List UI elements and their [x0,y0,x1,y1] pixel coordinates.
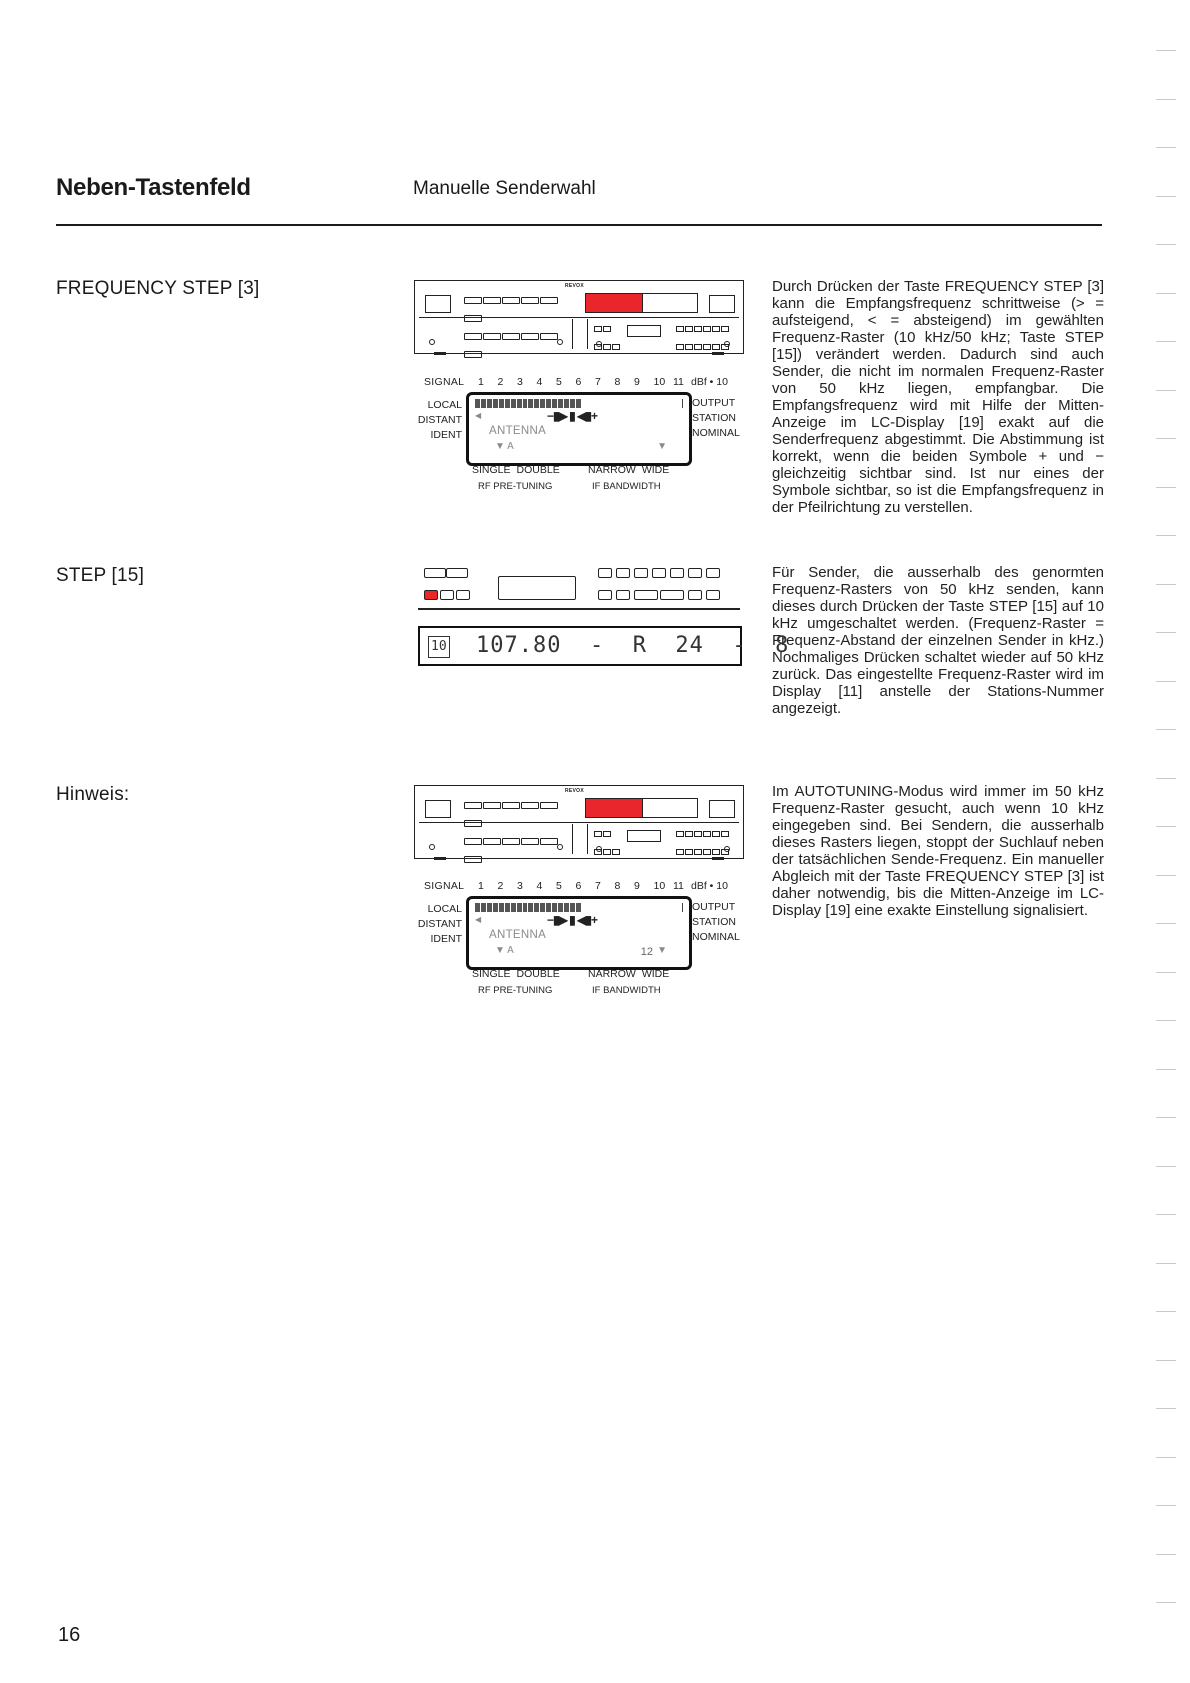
power-button-shape [425,800,451,818]
signal-scale: 1 2 3 4 5 6 7 8 9 10 11 [478,376,684,388]
right-button-shape [709,295,735,313]
frequency-readout-display [418,626,790,666]
signal-label: SIGNAL [424,376,465,388]
signal-label: SIGNAL [424,880,465,892]
lcd-left-labels: LOCAL DISTANT IDENT [417,399,462,441]
left-arrow-icon: ◀ [475,411,482,420]
lcd-display-figure: SIGNAL 1 2 3 4 5 6 7 8 9 10 11 dBf • 10 LOCAL DISTANT IDENT ◀ −▮▶ ▮ ◀▮+ ANTENNA ▼ A ▼ OUTPUT STATION NOMINAL SINGLE DOUBLE NARROW WIDE RF PRE-TUNING IF BANDWIDTH [414,376,734,496]
right-button-shape [709,800,735,818]
lower-right-panel [587,319,738,349]
signal-bars [475,903,581,912]
lower-right-panel [587,824,738,854]
device-body [414,280,744,354]
step-key-red [424,590,438,600]
lcd-right-labels: OUTPUT STATION NOMINAL [692,901,740,943]
channel-number: 12 [640,946,653,958]
step-badge: 10 [428,636,450,658]
rf-pretuning-label: RF PRE-TUNING [478,481,553,492]
tuner-front-panel-figure-2 [414,785,744,869]
lcd-screen [466,896,692,970]
paragraph-frequency-step [772,278,1104,516]
brand-logo: REVOX [565,788,585,794]
header-rule [56,224,1102,226]
brand-logo: REVOX [565,283,585,289]
left-arrow-icon: ◀ [475,915,482,924]
paragraph-text: Im AUTOTUNING-Modus wird immer im 50 kHz Frequenz-Raster gesucht, auch wenn 10 kHz eingegeben sind. Bei Sendern, die ausserhalb dieses Rasters liegen, stoppt der Suchlauf neben der tatsächlichen Sende-Frequenz. Ein manueller Abgleich mit der Taste FREQUENCY STEP [3] ist daher notwendig, bis die Mitten-Anzeige im LC-Display [19] eine exakte Einstellung signalisiert. [772,783,1104,919]
antenna-label: ANTENNA [489,929,547,941]
red-display-window [585,293,643,313]
paragraph-step [772,564,1104,717]
dbf-unit: dBf • 10 [691,880,728,892]
center-tuning-indicator: −▮▶ ▮ ◀▮+ [547,409,597,423]
center-tuning-indicator: −▮▶ ▮ ◀▮+ [547,913,597,927]
signal-scale: 1 2 3 4 5 6 7 8 9 10 11 [478,880,684,892]
paragraph-text: Durch Drücken der Taste FREQUENCY STEP [3] kann die Empfangsfrequenz schrittweise (> = aufsteigend, < = absteigend) im gewählten Frequenz-Raster (10 kHz/50 kHz; Taste STEP [15]) verändert werden. Dadurch sind auch Sender, die nicht im normalen Frequenz-Raster von 50 kHz liegen, empfangbar. Die Empfangsfrequenz wird mit Hilfe der Mitten-Anzeige im LC-Display [19] exakt auf die Senderfrequenz abgestimmt. Die Abstimmung ist korrekt, wenn die beiden Symbole + und − gleichzeitig sichtbar sind. Ist nur eines der Symbole sichtbar, so ist die Empfangsfrequenz in der Pfeilrichtung zu verstellen. [772,278,1104,516]
lcd-screen [466,392,692,466]
device-body [414,785,744,859]
antenna-label: ANTENNA [489,425,547,437]
dbf-unit: dBf • 10 [691,376,728,388]
red-display-window [585,798,643,818]
lower-left-panel [427,824,573,854]
margin-marks [1156,50,1178,1650]
step-keypad-figure [418,566,790,676]
section-label-hinweis: Hinweis: [56,784,130,805]
section-label-step: STEP [15] [56,565,145,586]
if-bandwidth-label: IF BANDWIDTH [592,481,661,492]
frequency-readout: 107.80 - R 24 - 8 [476,633,790,658]
power-button-shape [425,295,451,313]
tuner-front-panel-figure [414,280,744,364]
display-window [498,576,576,600]
section-label-frequency-step: FREQUENCY STEP [3] [56,278,260,299]
display-window [641,798,698,818]
paragraph-text: Für Sender, die ausserhalb des genormten Frequenz-Rasters von 50 kHz senden, kann dieses durch Drücken der Taste STEP [15] auf 10 kHz umgeschaltet werden. (Frequenz-Raster = Frequenz-Abstand der einzelnen Sender in kHz.) Nochmaliges Drücken schaltet wieder auf 50 kHz zurück. Das eingestellte Frequenz-Raster wird im Display [11] anstelle der Stations-Nummer angezeigt. [772,564,1104,717]
paragraph-hinweis [772,783,1104,919]
page-title: Neben-Tastenfeld [56,174,251,201]
lcd-left-labels: LOCAL DISTANT IDENT [417,903,462,945]
page-subtitle: Manuelle Senderwahl [413,178,596,199]
antenna-mode: ▼ A [495,441,514,452]
if-bandwidth-label: IF BANDWIDTH [592,985,661,996]
rf-pretuning-label: RF PRE-TUNING [478,985,553,996]
signal-bars [475,399,581,408]
down-triangle-icon: ▼ [657,945,667,956]
display-window [641,293,698,313]
page-number: 16 [58,1624,81,1646]
lcd-right-labels: OUTPUT STATION NOMINAL [692,397,740,439]
antenna-mode: ▼ A [495,945,514,956]
lcd-display-figure-2: SIGNAL 1 2 3 4 5 6 7 8 9 10 11 dBf • 10 LOCAL DISTANT IDENT ◀ −▮▶ ▮ ◀▮+ ANTENNA ▼ A 12 ▼ OUTPUT STATION NOMINAL SINGLE DOUBLE NARROW WIDE RF PRE-TUNING IF BANDWIDTH [414,880,734,1000]
down-triangle-icon: ▼ [657,441,667,452]
lower-left-panel [427,319,573,349]
